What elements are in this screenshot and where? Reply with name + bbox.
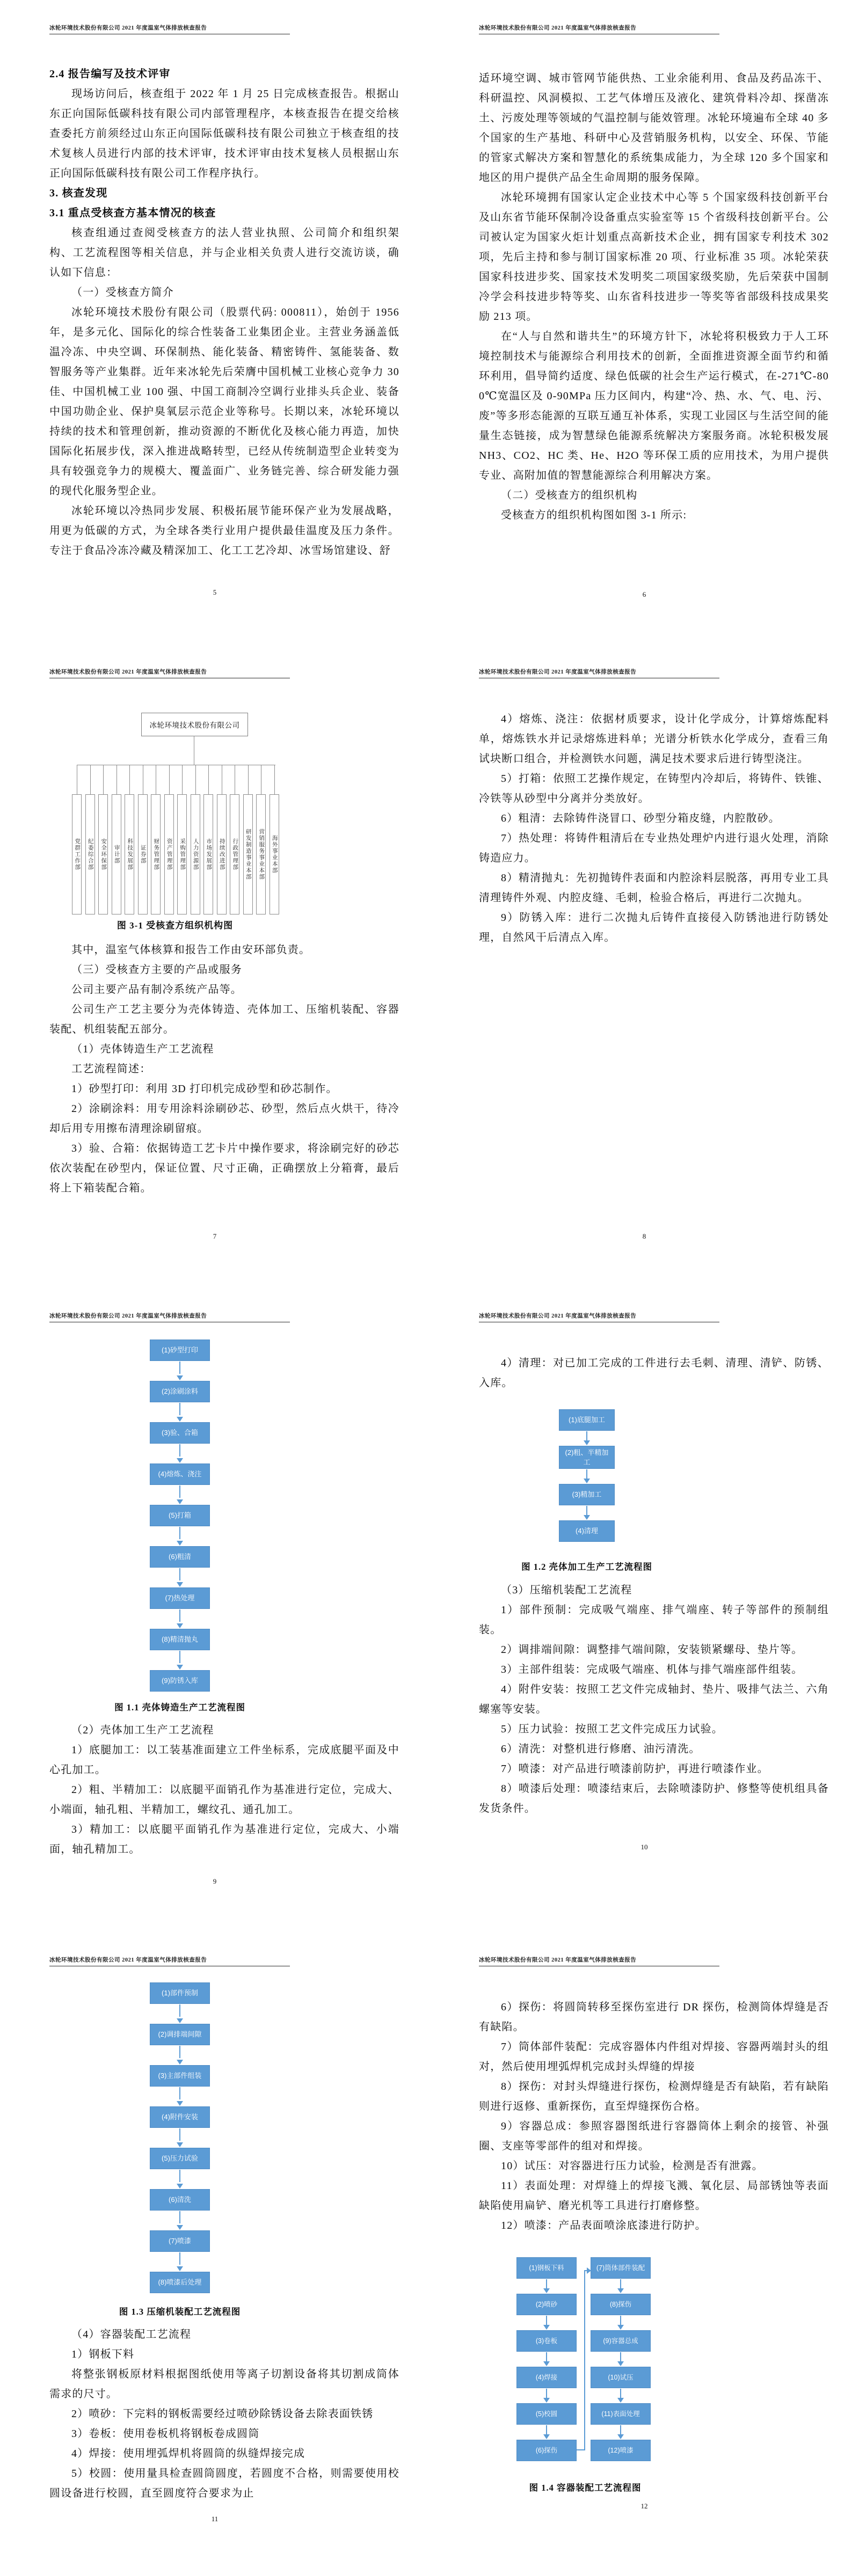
page-number: 8 [642,1232,646,1240]
org-department-label: 持续改进部 [219,838,225,870]
page-10 [430,1288,859,1932]
flow-arrow-down-icon [516,2279,577,2294]
flow-step: (4)焊接 [516,2367,577,2388]
paragraph: （1）壳体铸造生产工艺流程 [71,1043,214,1055]
page-header: 冰轮环境技术股份有限公司 2021 年度温室气体排放核查报告 [49,25,207,31]
flowchart-compressor-assembly [150,1982,210,2293]
flow-arrow-down-icon [516,2425,577,2440]
org-department-box [203,794,213,914]
flow-step: (1)部件预制 [150,1982,210,2004]
paragraph: 在“人与自然和谐共生”的环境方针下，冰轮将积极致力于人工环境控制技术与能源综合利用技术的创新，全面推进资源全面节约和循环利用，倡导简约适度、绿色低碳的社会生产运行模式，在-271℃-800℃宽温区及 0-90MPa 压力区间内，构建“冷、热、水、气、电、污、废”等多形态能源的互联互通互补体系，实现工业园区与生活空间的能量生态链接，成为智慧绿色能源系统解决方案服务商。冰轮积极发展 NH3、CO2、HC 类、He、H2O 等环保工质的应用技术，为用户提供专业、高附加值的智慧能源综合利用解决方案。 [479,331,829,481]
paragraph: 冰轮环境技术股份有限公司（股票代码: 000811），始创于 1956 年，是多元化、国际化的综合性装备工业集团企业。主营业务涵盖低温冷冻、中央空调、环保制热、能化装备、精密铸件、氢能装备、数智服务等产业集群。近年来冰轮先后荣膺中国机械工业核心竞争力 30 佳、中国机械工业 100 强、中国工商制冷空调行业排头兵企业、装备中国功勋企业、保护臭氧层示范企业等称号。长期以来，冰轮环境以持续的技术和管理创新，推动资源的不断优化及核心能力再造，加快国际化拓展步伐，深入推进战略转型，已经从传统制造型企业转变为具有较强竞争力的规模大、覆盖面广、业务链完善、综合研发能力强的现代化服务型企业。 [49,306,399,497]
page-number: 6 [642,590,646,598]
flowchart-vessel-right-column [591,2257,651,2461]
flow-arrow-down-icon [591,2315,651,2330]
flow-arrow-down-icon [150,2128,210,2148]
paragraph: 4）附件安装：按照工艺文件完成轴封、垫片、吸排气法兰、六角螺塞等安装。 [479,1684,829,1715]
page-number: 5 [213,588,217,596]
flow-step: (4)清理 [559,1520,615,1542]
org-department-label: 纪委综合部 [87,838,93,870]
flow-arrow-down-icon [150,2169,210,2189]
figure-caption: 图 1.4 容器装配工艺流程图 [529,2483,642,2493]
paragraph: 4）焊接：使用埋弧焊机将圆筒的纵缝焊接完成 [71,2448,305,2460]
page-7 [0,644,430,1288]
paragraph: 公司主要产品有制冷系统产品等。 [71,984,242,996]
flow-step: (5)压力试验 [150,2148,210,2169]
flow-arrow-down-icon [150,1402,210,1422]
flow-step: (2)粗、半精加工 [559,1446,615,1469]
flow-arrow-down-icon [150,1568,210,1587]
org-department-box [151,794,161,914]
paragraph: 3）卷板：使用卷板机将钢板卷成圆筒 [71,2428,260,2440]
org-department-box [270,794,279,914]
org-department-box [125,794,134,914]
flow-step: (3)主部件组装 [150,2065,210,2087]
org-department-label: 采购管理部 [179,838,186,870]
flow-arrow-down-icon [150,2004,210,2024]
page-header: 冰轮环境技术股份有限公司 2021 年度温室气体排放核查报告 [479,25,637,31]
flow-step: (7)热处理 [150,1587,210,1609]
flow-arrow-down-icon [150,2252,210,2272]
page-8 [430,644,859,1288]
page-number: 11 [211,2515,219,2523]
paragraph: 冰轮环境拥有国家认定企业技术中心等 5 个国家级科技创新平台及山东省节能环保制冷设备重点实验室等 15 个省级科技创新平台。公司被认定为国家火炬计划重点高新技术企业，拥有国家专利技术 302 项，先后主持和参与制订国家标准 20 项、行业标准 35 项。冰轮荣获国家科技进步奖、国家技术发明奖二项国家级奖励，先后荣获中国制冷学会科技进步特等奖、山东省科技进步一等奖等省部级科技成果奖励 213 项。 [479,192,829,323]
paragraph: 12）喷漆：产品表面喷涂底漆进行防护。 [501,2220,707,2231]
flow-step: (8)喷漆后处理 [150,2272,210,2293]
org-department-box [98,794,108,914]
paragraph: 7）热处理：将铸件粗清后在专业热处理炉内进行退火处理，消除铸造应力。 [479,832,829,864]
flow-arrow-down-icon [150,1526,210,1546]
page-11 [0,1932,430,2576]
org-department-label: 党群工作部 [74,838,81,870]
paragraph: 4）熔炼、浇注：依据材质要求，设计化学成分，计算熔炼配料单，熔炼铁水并记录熔炼进料单；光谱分析铁水化学成分，查看三角试块断口组合，并检测铁水问题，满足技术要求后进行铸型浇注。 [479,713,829,765]
flowchart-vessel-left-column [516,2257,577,2461]
org-department-box [164,794,174,914]
org-department-label: 财务管理部 [153,838,159,870]
paragraph: （二）受核查方的组织机构 [501,489,638,501]
paragraph: 3）精加工：以底腿平面销孔作为基准进行定位，完成大、小端面，轴孔精加工。 [49,1824,399,1855]
flow-step: (5)校圆 [516,2403,577,2425]
page-10-intro [479,1353,829,1393]
flow-step: (3)验、合箱 [150,1422,210,1444]
flow-arrow-down-icon [150,1444,210,1463]
flow-step: (2)涂刷涂料 [150,1381,210,1402]
flow-arrow-down-icon [516,2352,577,2367]
paragraph: 6）粗清：去除铸件浇冒口、砂型分箱皮缝，内腔散砂。 [501,813,780,824]
paragraph: 6）探伤：将圆筒转移至探伤室进行 DR 探伤，检测筒体焊缝是否有缺陷。 [479,2001,829,2033]
page-12-body [479,1997,829,2236]
flow-arrow-down-icon [150,1650,210,1670]
flow-step: (8)精清抛丸 [150,1629,210,1650]
flow-step: (12)喷漆 [591,2440,651,2461]
page-10-body [479,1580,829,1819]
flow-arrow-down-icon [150,1361,210,1381]
paragraph: 11）表面处理：对焊缝上的焊接飞溅、氧化层、局部锈蚀等表面缺陷使用扁铲、磨光机等工具进行打磨修整。 [479,2180,829,2212]
flow-step: (11)表面处理 [591,2403,651,2425]
page-header: 冰轮环境技术股份有限公司 2021 年度温室气体排放核查报告 [49,1957,207,1963]
org-department-box [72,794,82,914]
paragraph: 2）粗、半精加工：以底腿平面销孔作为基准进行定位，完成大、小端面，轴孔粗、半精加工，螺纹孔、通孔加工。 [49,1784,399,1816]
paragraph: 10）试压：对容器进行压力试验，检测是否有泄露。 [501,2160,763,2172]
org-department-label: 行政管理部 [232,838,238,870]
org-department-label: 市场发展部 [206,838,212,870]
paragraph: 9）防锈入库：进行二次抛丸后铸件直接侵入防锈池进行防锈处理，自然风干后清点入库。 [479,912,829,943]
flow-arrow-down-icon [150,2211,210,2230]
page-5 [0,0,430,644]
org-department-label: 研发制造事业本部 [245,829,251,880]
flow-step: (5)打箱 [150,1505,210,1526]
paragraph: 8）喷漆后处理：喷漆结束后，去除喷漆防护、修整等使机组具备发货条件。 [479,1783,829,1814]
flow-step: (7)喷漆 [150,2230,210,2252]
paragraph: 9）容器总成：参照容器图纸进行容器筒体上剩余的接管、补强圈、支座等零部件的组对和焊接。 [479,2120,829,2152]
org-department-label: 营销服务事业本部 [258,829,265,880]
page-6 [430,0,859,644]
figure-caption: 图 1.1 壳体铸造生产工艺流程图 [114,1702,245,1713]
org-department-box [217,794,227,914]
flow-step: (2)调排端间隙 [150,2024,210,2045]
flow-arrow-down-icon [559,1469,615,1484]
flow-arrow-down-icon [559,1505,615,1520]
paragraph: 1）砂型打印：利用 3D 打印机完成砂型和砂芯制作。 [71,1083,338,1095]
page-11-body [49,2325,399,2504]
flow-arrow-down-icon [591,2279,651,2294]
page-8-body [479,709,829,948]
flow-arrow-down-icon [150,2045,210,2065]
paragraph: （2）壳体加工生产工艺流程 [71,1724,214,1736]
flowchart-casting [150,1340,210,1692]
paragraph: 8）精清抛丸：先初抛铸件表面和内腔涂料层脱落，再用专业工具清理铸件外观、内腔皮缝、毛刺，检验合格后，再进行二次抛丸。 [479,872,829,904]
page-6-body [479,69,829,525]
flow-step: (4)附件安装 [150,2106,210,2128]
paragraph: 7）筒体部件装配：完成容器体内件组对焊接、容器两端封头的组对，然后使用埋弧焊机完成封头焊缝的焊接 [479,2041,829,2073]
flow-arrow-down-icon [591,2388,651,2403]
paragraph: 冰轮环境以冷热同步发展、积极拓展节能环保产业为发展战略，用更为低碳的方式，为全球各类行业用户提供最佳温度及压力条件。专注于食品冷冻冷藏及精深加工、化工工艺冷却、冰雪场馆建设、舒 [49,505,399,557]
org-department-box [177,794,187,914]
page-5-body [49,64,399,561]
org-department-label: 科技发展部 [127,838,133,870]
paragraph: 2）调排端间隙：调整排气端间隙，安装锁紧螺母、垫片等。 [501,1644,803,1656]
flowchart-machining [559,1409,615,1542]
paragraph: 3.1 重点受核查方基本情况的核查 [49,207,216,219]
flow-step: (3)精加工 [559,1484,615,1505]
figure-caption: 图 1.3 压缩机装配工艺流程图 [119,2307,241,2317]
page-number: 10 [640,1843,648,1851]
page-header: 冰轮环境技术股份有限公司 2021 年度温室气体排放核查报告 [479,1957,637,1963]
org-department-label: 海外事业本部 [271,835,278,874]
flow-arrow-down-icon [591,2352,651,2367]
paragraph: 1）部件预制：完成吸气端座、排气端座、转子等部件的预制组装。 [479,1604,829,1636]
org-department-label: 安全环保部 [100,838,107,870]
flow-arrow-down-icon [150,1485,210,1505]
paragraph: 其中，温室气体核算和报告工作由安环部负责。 [71,944,311,956]
paragraph: 7）喷漆：对产品进行喷漆前防护，再进行喷漆作业。 [501,1763,769,1775]
figure-caption: 图 3-1 受核查方组织机构图 [117,920,234,931]
paragraph: 5）压力试验：按照工艺文件完成压力试验。 [501,1723,723,1735]
org-department-label: 审计部 [113,845,120,864]
page-header: 冰轮环境技术股份有限公司 2021 年度温室气体排放核查报告 [479,1313,637,1319]
flow-arrow-right-icon [587,2267,591,2274]
org-department-box [191,794,200,914]
paragraph: 工艺流程简述： [71,1063,151,1075]
paragraph: 5）打箱：依照工艺操作规定，在铸型内冷却后，将铸件、铁锥、冷铁等从砂型中分离并分类放好。 [479,773,829,804]
page-number: 12 [640,2502,648,2510]
paragraph: 3）主部件组装：完成吸气端座、机体与排气端座部件组装。 [501,1664,803,1675]
flow-step: (6)探伤 [516,2440,577,2461]
org-department-box [85,794,95,914]
flow-step: (3)卷板 [516,2330,577,2352]
page-header: 冰轮环境技术股份有限公司 2021 年度温室气体排放核查报告 [479,669,637,675]
page-header: 冰轮环境技术股份有限公司 2021 年度温室气体排放核查报告 [49,1313,207,1319]
paragraph: （4）容器装配工艺流程 [71,2329,192,2340]
flow-step: (7)筒体部件装配 [591,2257,651,2279]
org-department-box [112,794,121,914]
figure-caption: 图 1.2 壳体加工生产工艺流程图 [521,1562,652,1572]
flow-arrow-down-icon [516,2388,577,2403]
org-department-box [230,794,239,914]
flow-step: (1)底腿加工 [559,1409,615,1431]
page-9 [0,1288,430,1932]
flow-arrow-down-icon [559,1431,615,1446]
page-12 [430,1932,859,2576]
org-department-label: 人力资源部 [192,838,199,870]
paragraph: 受核查方的组织机构图如图 3-1 所示: [501,509,687,521]
paragraph: （三）受核查方主要的产品或服务 [71,964,242,976]
paragraph: 适环境空调、城市管网节能供热、工业余能利用、食品及药品冻干、科研温控、风洞模拟、工艺气体增压及液化、建筑骨料冷却、探凿冻土、污废处理等领域的气温控制与能效管理。冰轮环境遍布全球 40 多个国家的生产基地、科研中心及营销服务机构，以安全、环保、节能的管家式解决方案和智慧化的系统集成能力，为全球 120 多个国家和地区的用户提供产品全生命周期的服务保障。 [479,72,829,184]
paragraph: 8）探伤：对封头焊缝进行探伤，检测焊缝是否有缺陷，若有缺陷则进行返修、重新探伤，直至焊缝探伤合格。 [479,2081,829,2112]
org-department-box [138,794,148,914]
paragraph: 核查组通过查阅受核查方的法人营业执照、公司简介和组织架构、工艺流程图等相关信息，并与企业相关负责人进行交流访谈，确认如下信息： [49,227,399,279]
paragraph: 公司生产工艺主要分为壳体铸造、壳体加工、压缩机装配、容器装配、机组装配五部分。 [49,1004,399,1035]
org-department-box [256,794,266,914]
paragraph: 现场访问后，核查组于 2022 年 1 月 25 日完成核查报告。根据山东正向国际低碳科技有限公司内部管理程序，本核查报告在提交给核查委托方前须经过山东正向国际低碳科技有限公司独立于核查组的技术复核人员进行内部的技术评审，技术评审由技术复核人员根据山东正向国际低碳科技有限公司工作程序执行。 [49,88,399,179]
paragraph: 4）清理：对已加工完成的工件进行去毛刺、清理、清铲、防锈、入库。 [479,1357,829,1389]
page-header: 冰轮环境技术股份有限公司 2021 年度温室气体排放核查报告 [49,669,207,675]
paragraph: 2.4 报告编写及技术评审 [49,68,171,80]
page-9-body [49,1721,399,1860]
flow-arrow-down-icon [591,2425,651,2440]
flow-step: (1)钢板下料 [516,2257,577,2279]
page-7-body [49,940,399,1198]
org-department-box [243,794,253,914]
flow-step: (6)清洗 [150,2189,210,2211]
flow-arrow-down-icon [150,2087,210,2106]
flow-step: (9)防锈入库 [150,1670,210,1692]
orgchart-root-box: 冰轮环境技术股份有限公司 [141,713,248,736]
flow-step: (9)容器总成 [591,2330,651,2352]
paragraph: 1）底腿加工：以工装基准面建立工件坐标系，完成底腿平面及中心孔加工。 [49,1744,399,1776]
paragraph: 2）涂刷涂料：用专用涂料涂刷砂芯、砂型，然后点火烘干，待冷却后用专用擦布清理涂刷留痕。 [49,1103,399,1135]
flow-step: (1)砂型打印 [150,1340,210,1361]
org-department-label: 证券部 [140,845,146,864]
flow-arrow-down-icon [150,1609,210,1629]
flow-step: (10)试压 [591,2367,651,2388]
flow-step: (8)探伤 [591,2294,651,2315]
paragraph: 将整张钢板原材料根据图纸使用等离子切割设备将其切割成筒体需求的尺寸。 [49,2368,399,2400]
flow-elbow-connector [584,2270,585,2450]
paragraph: （一）受核查方简介 [71,287,174,298]
paragraph: （3）压缩机装配工艺流程 [501,1584,632,1596]
flow-arrow-down-icon [516,2315,577,2330]
paragraph: 1）钢板下料 [71,2348,135,2360]
flow-step: (6)粗清 [150,1546,210,1568]
paragraph: 6）清洗：对整机进行修磨、油污清洗。 [501,1743,701,1755]
paragraph: 3）验、合箱：依据铸造工艺卡片中操作要求，将涂刷完好的砂芯依次装配在砂型内，保证位置、尺寸正确，正确摆放上分箱膏，最后将上下箱装配合箱。 [49,1143,399,1194]
orgchart-departments [72,794,279,914]
paragraph: 2）喷砂：下完料的钢板需要经过喷砂除锈设备去除表面铁锈 [71,2408,374,2420]
flow-step: (2)喷砂 [516,2294,577,2315]
paragraph: 3. 核查发现 [49,187,108,199]
page-number: 7 [213,1232,217,1240]
org-department-label: 资产管理部 [166,838,172,870]
page-number: 9 [213,1877,217,1885]
paragraph: 5）校圆：使用量具检查圆筒圆度，若圆度不合格，则需要使用校圆设备进行校圆，直至圆度符合要求为止 [49,2468,399,2499]
flow-step: (4)熔炼、浇注 [150,1463,210,1485]
